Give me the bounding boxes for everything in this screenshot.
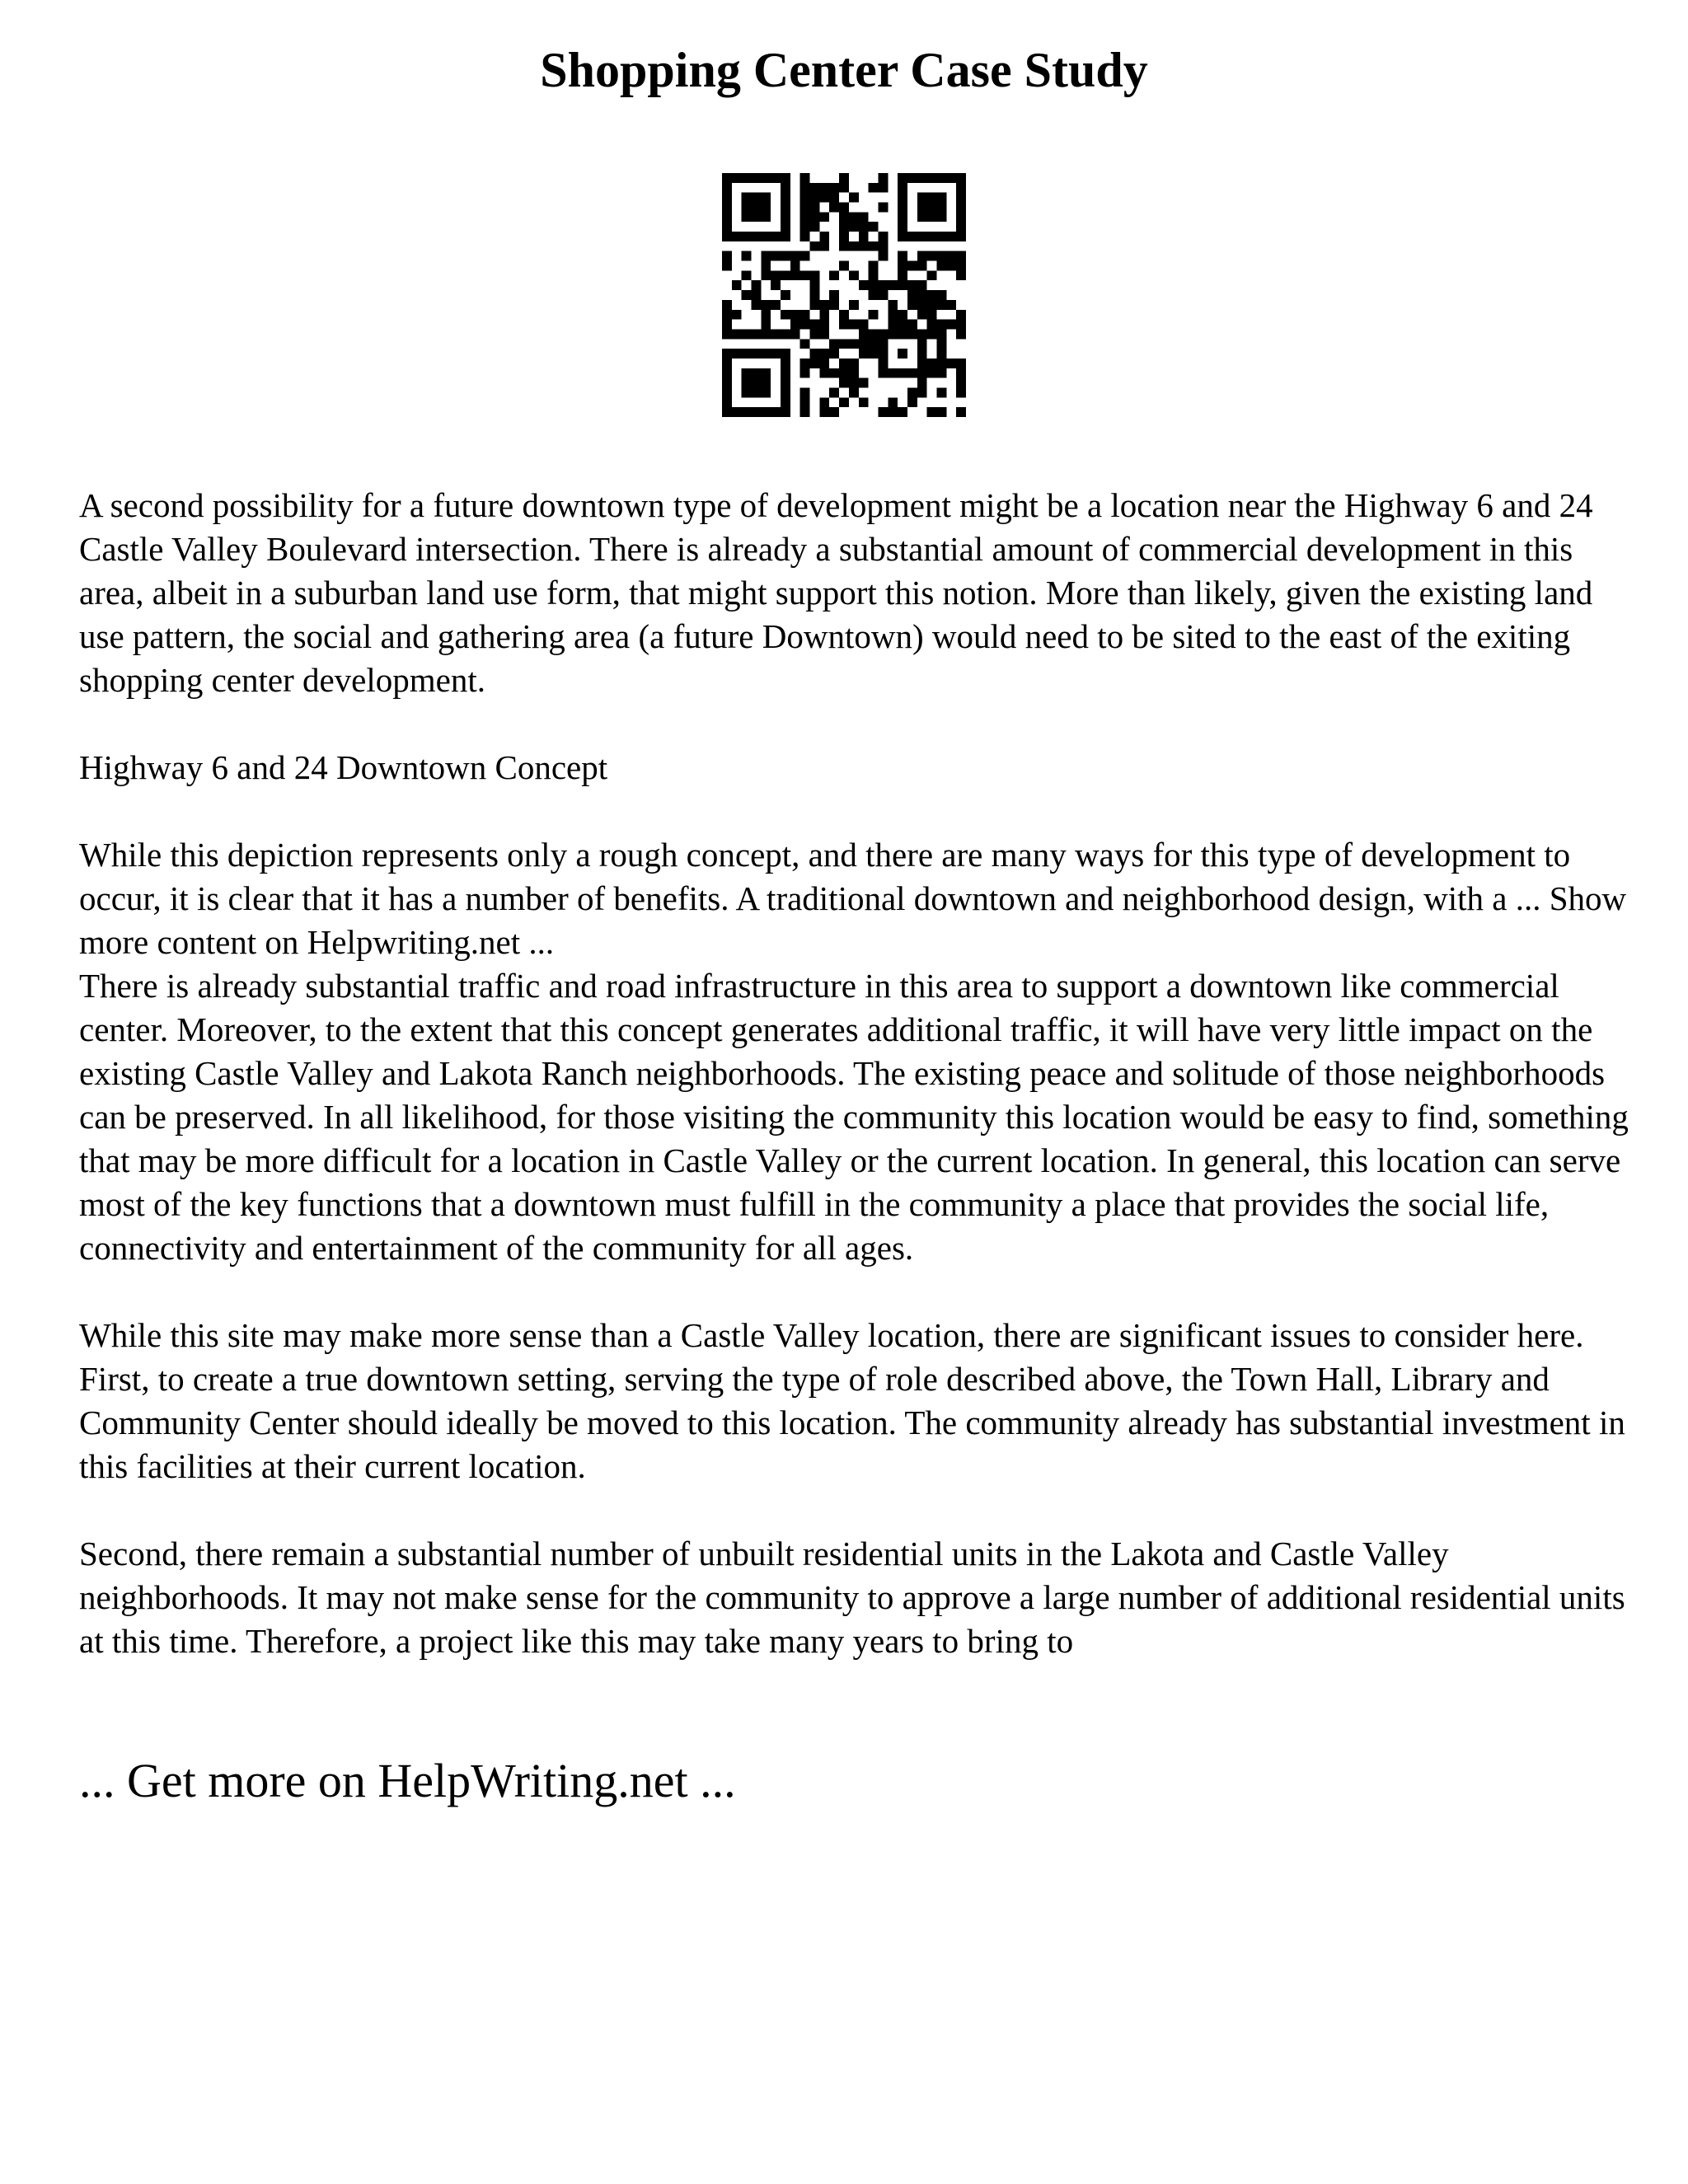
section-heading-concept: Highway 6 and 24 Downtown Concept xyxy=(79,748,608,786)
page-title: Shopping Center Case Study xyxy=(540,43,1148,97)
paragraph-residential: Second, there remain a substantial number of unbuilt residential units in the Lakota and Castle Valley neighborhoods. It may not make sense for the community to approve a large number of additional residential units at this time. Therefore, a project like this may take many years to bring to xyxy=(79,1535,1625,1660)
paragraph-concept: While this depiction represents only a rough concept, and there are many ways for this type of development to occur, it is clear that it has a number of benefits. A traditional downtown and neighborhood design, with a ... Show more content on Helpwriting.net ... xyxy=(79,836,1627,961)
paragraph-issues: While this site may make more sense than a Castle Valley location, there are significant issues to consider here. First, to create a true downtown setting, serving the type of role described above, the Town Hall, Library and Community Center should ideally be moved to this location. The community already has substantial investment in this facilities at their current location. xyxy=(79,1316,1625,1485)
qr-code-image[interactable] xyxy=(722,173,966,417)
qr-code-graphic xyxy=(722,173,966,417)
article-body xyxy=(79,484,1629,1707)
paragraph-traffic: There is already substantial traffic and road infrastructure in this area to support a downtown like commercial center. Moreover, to the extent that this concept generates additional traffic, it will have very little impact on the existing Castle Valley and Lakota Ranch neighborhoods. The existing peace and solitude of those neighborhoods can be preserved. In all likelihood, for those visiting the community this location would be easy to find, something that may be more difficult for a location in Castle Valley or the current location. In general, this location can serve most of the key functions that a downtown must fulfill in the community a place that provides the social life, connectivity and entertainment of the community for all ages. xyxy=(79,967,1629,1267)
paragraph-intro: A second possibility for a future downtown type of development might be a location near the Highway 6 and 24 Castle Valley Boulevard intersection. There is already a substantial amount of commercial development in this area, albeit in a suburban land use form, that might support this notion. More than likely, given the existing land use pattern, the social and gathering area (a future Downtown) would need to be sited to the east of the exiting shopping center development. xyxy=(79,486,1593,699)
get-more-link[interactable]: ... Get more on HelpWriting.net ... xyxy=(79,1754,736,1807)
